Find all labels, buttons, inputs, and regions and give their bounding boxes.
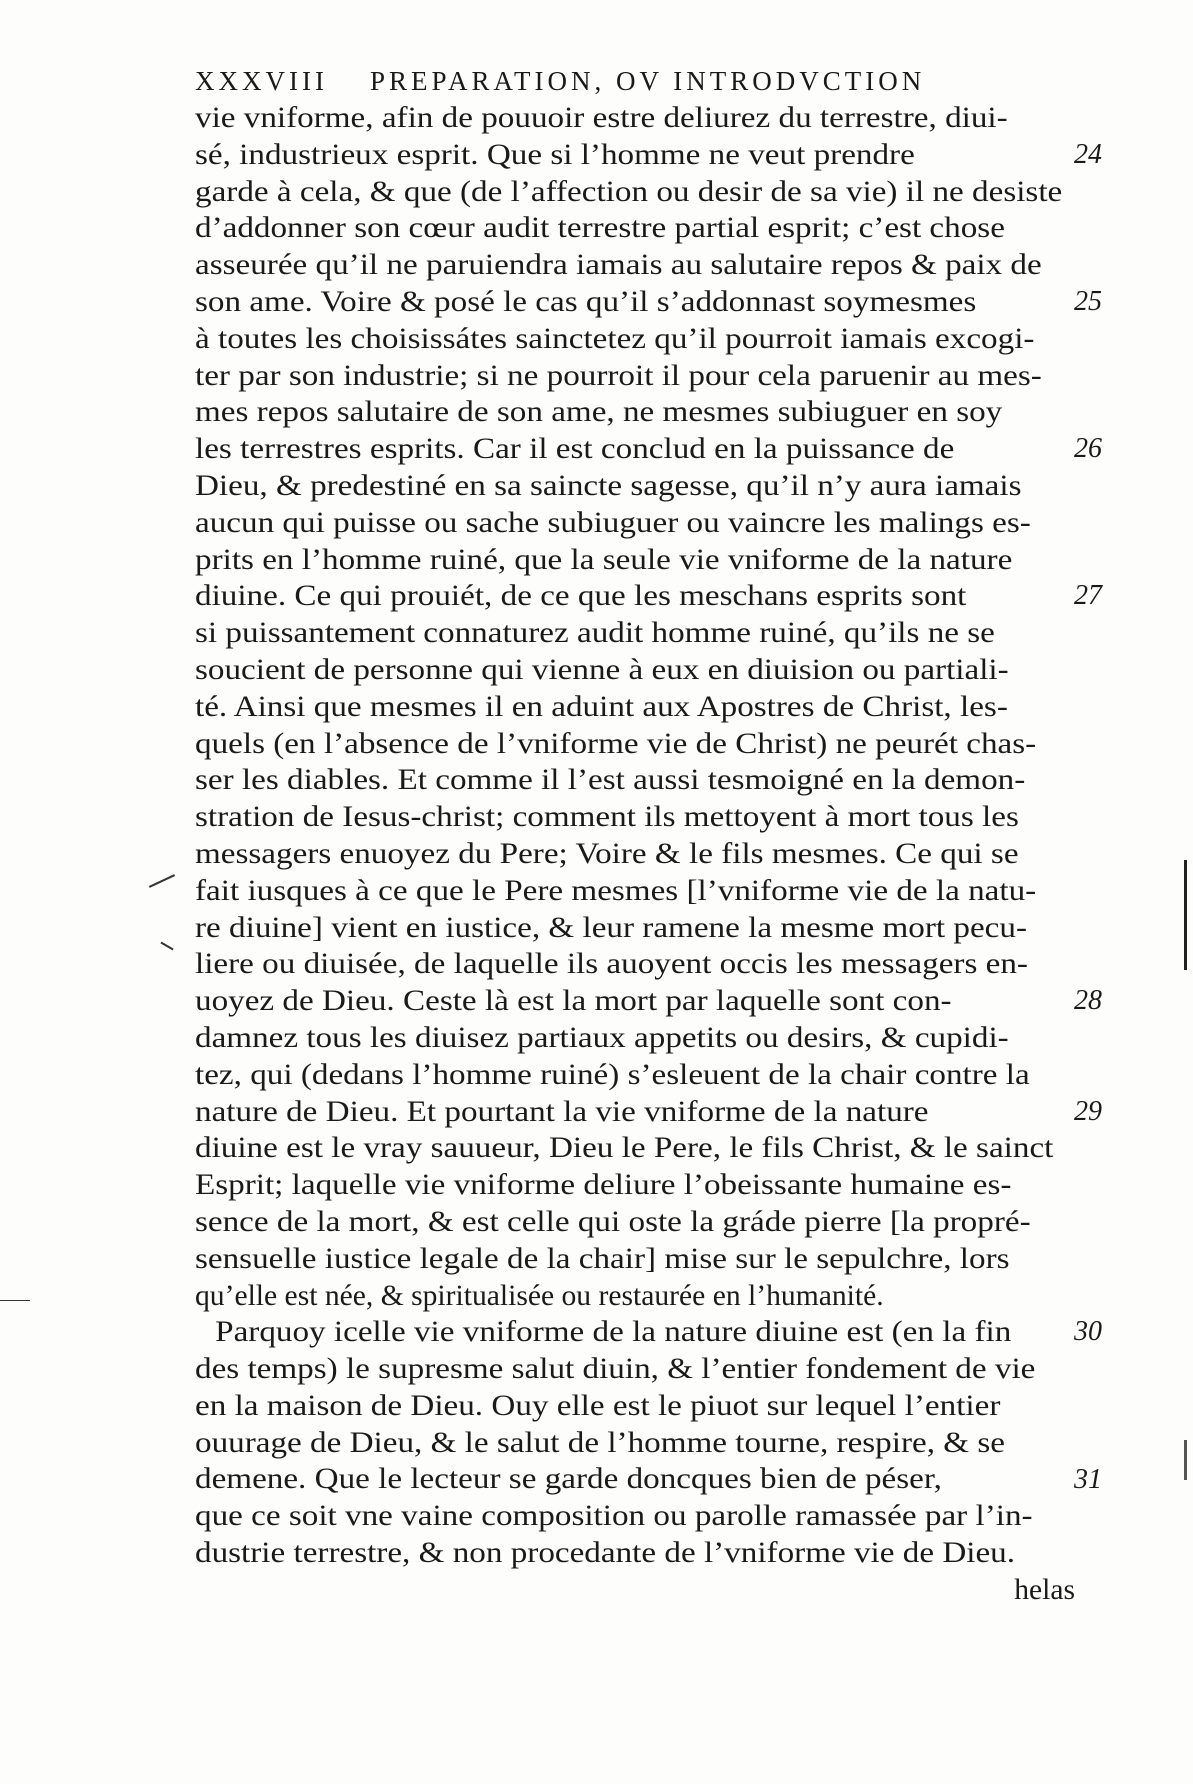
text-line [195, 1057, 1075, 1094]
text-line [195, 1388, 1075, 1425]
text-line-content: asseurée qu’il ne paruiendra iamais au salutaire repos & paix de [195, 249, 1042, 282]
verse-number: 27 [1074, 580, 1102, 612]
text-line [195, 578, 1075, 615]
text-line-content: des temps) le supresme salut diuin, & l’entier fondement de vie [195, 1353, 1036, 1386]
text-line [195, 1535, 1075, 1572]
text-line [195, 689, 1075, 726]
text-line-content: ser les diables. Et comme il l’est aussi tesmoigné en la demon- [195, 764, 1026, 797]
text-line-content: quels (en l’absence de l’vniforme vie de Christ) ne peurét chas- [195, 727, 1037, 760]
text-line-content: helas [1014, 1573, 1075, 1606]
text-line [195, 983, 1075, 1020]
text-line [195, 247, 1075, 284]
text-line-content: Esprit; laquelle vie vniforme deliure l’obeissante humaine es- [195, 1169, 1012, 1202]
text-line [195, 1278, 1075, 1315]
text-line [195, 284, 1075, 321]
verse-number: 28 [1074, 985, 1102, 1017]
text-line [195, 1204, 1075, 1241]
text-line [195, 1572, 1075, 1609]
text-line [195, 394, 1075, 431]
text-line-content: liere ou diuisée, de laquelle ils auoyent occis les messagers en- [195, 948, 1028, 981]
text-line-content: dustrie terrestre, & non procedante de l’vniforme vie de Dieu. [195, 1537, 1016, 1570]
text-line [195, 1020, 1075, 1057]
verse-number: 24 [1074, 138, 1102, 170]
text-line [195, 1241, 1075, 1278]
text-line-content: qu’elle est née, & spiritualisée ou restaurée en l’humanité. [195, 1279, 884, 1312]
text-line [195, 100, 1075, 137]
folio-number: XXXVIII [195, 66, 328, 96]
text-line [195, 946, 1075, 983]
text-line [195, 1314, 1075, 1351]
text-line [195, 1461, 1075, 1498]
text-line [195, 210, 1075, 247]
text-line-content: tez, qui (dedans l’homme ruiné) s’esleuent de la chair contre la [195, 1058, 1030, 1091]
text-line [195, 1094, 1075, 1131]
text-line-content: demene. Que le lecteur se garde doncques bien de péser, [195, 1463, 942, 1496]
text-line-content: Dieu, & predestiné en sa saincte sagesse, qu’il n’y aura iamais [195, 469, 1022, 502]
text-line-content: messagers enuoyez du Pere; Voire & le fils mesmes. Ce qui se [195, 837, 1019, 870]
text-line [195, 726, 1075, 763]
text-line [195, 1425, 1075, 1462]
text-line-content: son ame. Voire & posé le cas qu’il s’addonnast soymesmes [195, 285, 977, 318]
text-line [195, 358, 1075, 395]
verse-number: 31 [1074, 1463, 1102, 1495]
verse-number: 25 [1074, 286, 1102, 317]
text-line [195, 542, 1075, 579]
text-line [195, 1130, 1075, 1167]
text-line [195, 505, 1075, 542]
text-line-content: mes repos salutaire de son ame, ne mesmes subiuguer en soy [195, 396, 1003, 429]
text-line-content: d’addonner son cœur audit terrestre partial esprit; c’est chose [195, 212, 1005, 245]
margin-speck [1184, 1440, 1187, 1480]
text-line-content: soucient de personne qui vienne à eux en diuision ou partiali- [195, 653, 1009, 686]
verse-number: 26 [1074, 433, 1102, 465]
text-line [195, 174, 1075, 211]
text-line-content: ter par son industrie; si ne pourroit il pour cela paruenir au mes- [195, 359, 1042, 392]
text-line-content: que ce soit vne vaine composition ou parolle ramassée par l’in- [195, 1500, 1033, 1533]
text-line [195, 615, 1075, 652]
text-line-content: garde à cela, & que (de l’affection ou desir de sa vie) il ne desiste [195, 175, 1063, 208]
text-line [195, 321, 1075, 358]
text-line [195, 762, 1075, 799]
text-line-content: si puissantement connaturez audit homme ruiné, qu’ils ne se [195, 617, 995, 650]
margin-speck [1184, 860, 1187, 970]
text-line-content: en la maison de Dieu. Ouy elle est le piuot sur lequel l’entier [195, 1389, 1001, 1422]
margin-speck [0, 1300, 30, 1301]
text-line-content: vie vniforme, afin de pouuoir estre deliurez du terrestre, diui- [195, 102, 1008, 134]
body-text [195, 100, 1080, 1609]
verse-number: 30 [1074, 1316, 1102, 1348]
text-line-content: à toutes les choisissátes sainctetez qu’il pourroit iamais excogi- [195, 322, 1035, 355]
margin-speck [149, 874, 175, 888]
text-line [195, 910, 1075, 947]
text-line [195, 1498, 1075, 1535]
text-line [195, 1351, 1075, 1388]
text-line-content: sence de la mort, & est celle qui oste la gráde pierre [la propré- [195, 1205, 1031, 1238]
text-line [195, 1167, 1075, 1204]
text-line [195, 468, 1075, 505]
text-line [195, 799, 1075, 836]
text-line-content: fait iusques à ce que le Pere mesmes [l’vniforme vie de la natu- [195, 874, 1037, 907]
text-line-content: diuine. Ce qui prouiét, de ce que les meschans esprits sont [195, 580, 967, 613]
text-line-content: stration de Iesus-christ; comment ils mettoyent à mort tous les [195, 801, 1019, 834]
text-line [195, 137, 1075, 174]
text-line-content: damnez tous les diuisez partiaux appetits ou desirs, & cupidi- [195, 1021, 1009, 1054]
text-line-content: re diuine] vient en iustice, & leur ramene la mesme mort pecu- [195, 911, 1028, 944]
text-line [195, 873, 1075, 910]
text-line [195, 836, 1075, 873]
text-line-content: ouurage de Dieu, & le salut de l’homme tourne, respire, & se [195, 1426, 1005, 1459]
text-line-content: aucun qui puisse ou sache subiuguer ou vaincre les malings es- [195, 506, 1031, 539]
text-line-content: nature de Dieu. Et pourtant la vie vniforme de la nature [195, 1095, 929, 1128]
text-line-content: sé, industrieux esprit. Que si l’homme ne veut prendre [195, 138, 915, 171]
running-title: PREPARATION, OV INTRODVCTION [369, 66, 926, 96]
margin-speck [160, 942, 173, 951]
text-line-content: sensuelle iustice legale de la chair] mise sur le sepulchre, lors [195, 1242, 1010, 1275]
text-line-content: uoyez de Dieu. Ceste là est la mort par laquelle sont con- [195, 985, 952, 1018]
text-line-content: les terrestres esprits. Car il est conclud en la puissance de [195, 433, 955, 466]
text-line-content: té. Ainsi que mesmes il en aduint aux Apostres de Christ, les- [195, 690, 1008, 723]
text-line [195, 652, 1075, 689]
verse-number: 29 [1074, 1095, 1102, 1127]
text-line [195, 431, 1075, 468]
text-line-content: prits en l’homme ruiné, que la seule vie vniforme de la nature [195, 543, 1013, 576]
text-line-content: diuine est le vray sauueur, Dieu le Pere, le fils Christ, & le sainct [195, 1132, 1054, 1165]
text-line-content: Parquoy icelle vie vniforme de la nature diuine est (en la fin [215, 1316, 1012, 1349]
